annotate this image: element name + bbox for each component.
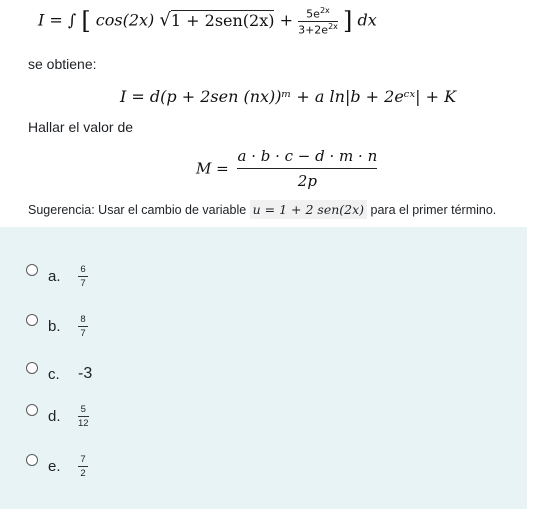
radio-button-c[interactable] [26, 362, 38, 374]
option-c[interactable] [26, 355, 92, 393]
m-denominator: 2p [297, 172, 317, 190]
integral-lhs: I = ∫ [38, 10, 77, 30]
text-hallar: Hallar el valor de [28, 119, 134, 135]
radio-button-d[interactable] [26, 404, 38, 416]
m-equation [196, 147, 381, 190]
sqrt-term: 1 + 2sen(2x) [170, 10, 275, 30]
option-b-fraction: $\frac{8}{7}$ [78, 313, 88, 340]
integral-equation [38, 6, 377, 46]
option-d-fraction: $\frac{5}{12}$ [78, 403, 89, 429]
m-fraction [233, 147, 381, 190]
sqrt-symbol: √ [159, 9, 171, 31]
hint-math: u = 1 + 2 sen(2x) [250, 200, 367, 219]
dx-term: dx [357, 10, 377, 30]
plus-sign: + [279, 10, 293, 30]
exp-fraction [298, 6, 338, 36]
option-c-value: -3 [78, 365, 93, 382]
exp-fraction-num: $5e^{2x}$ [306, 6, 330, 21]
right-bracket: ] [342, 7, 353, 36]
left-bracket: [ [81, 7, 91, 36]
radio-button-e[interactable] [26, 454, 38, 466]
result-equation: I = d(p + 2sen (nx))ᵐ + a ln|b + 2eᶜˣ| + K [120, 87, 457, 106]
option-b[interactable] [26, 307, 88, 345]
m-numerator: a · b · c − d · m · n [237, 147, 378, 165]
option-e-letter: e. [48, 457, 61, 475]
exp-fraction-den: $3+2e^{2x}$ [298, 21, 338, 37]
radio-button-a[interactable] [26, 264, 38, 276]
hint-prefix: Sugerencia: Usar el cambio de variable [28, 203, 247, 217]
option-c-letter: c. [48, 365, 60, 383]
option-e-fraction: $\frac{7}{2}$ [78, 453, 88, 480]
question-panel [0, 0, 527, 227]
option-a[interactable] [26, 257, 88, 295]
hint-text [28, 202, 496, 217]
option-a-fraction: $\frac{6}{7}$ [78, 263, 88, 290]
text-se-obtiene: se obtiene: [28, 56, 97, 72]
option-e[interactable] [26, 447, 88, 485]
radio-button-b[interactable] [26, 314, 38, 326]
option-a-letter: a. [48, 267, 61, 285]
m-lhs: M = [196, 159, 229, 178]
option-d[interactable] [26, 397, 89, 435]
answer-panel [0, 227, 527, 509]
hint-suffix: para el primer término. [370, 203, 497, 217]
integral-cos-term: cos(2x) [95, 10, 155, 30]
option-d-letter: d. [48, 407, 61, 425]
option-b-letter: b. [48, 317, 61, 335]
